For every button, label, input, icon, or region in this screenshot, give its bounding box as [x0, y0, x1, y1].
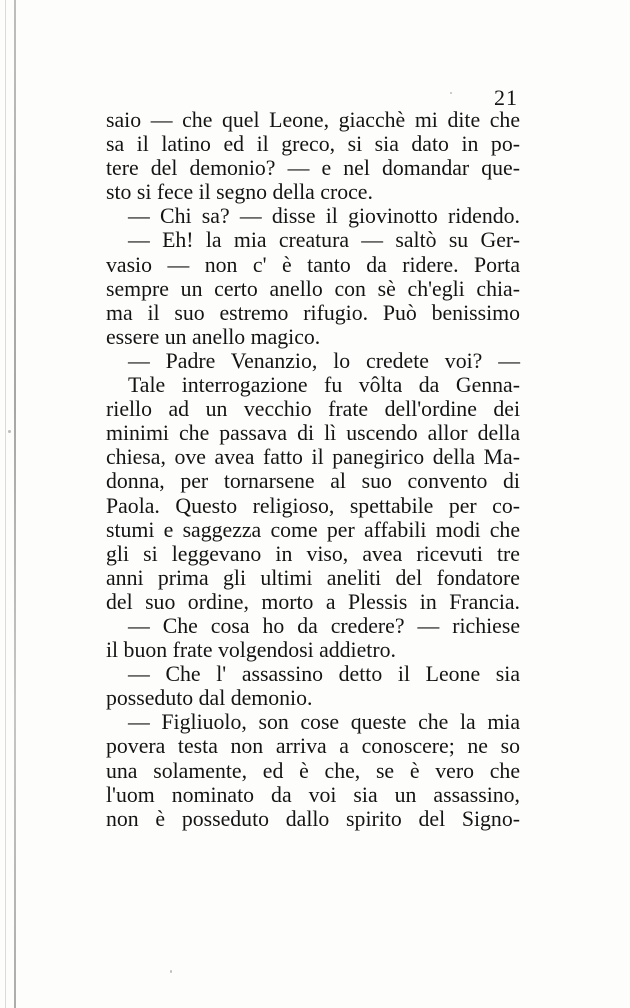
paper-speck	[170, 970, 172, 973]
text-line: l'uom nominato da voi sia un assassino,	[106, 782, 520, 807]
text-line: — Eh! la mia creatura — saltò su Ger-	[128, 228, 520, 253]
text-line: sa il latino ed il greco, si sia dato in po-	[106, 132, 520, 157]
text-line: povera testa non arriva a conoscere; ne so	[106, 734, 520, 759]
binding-edge-shadow	[14, 0, 16, 1008]
text-line: Paola. Questo religioso, spettabile per co-	[106, 493, 520, 518]
text-line: del suo ordine, morto a Plessis in Francia.	[106, 589, 520, 614]
text-line: — Che l' assassino detto il Leone sia	[128, 662, 520, 687]
text-line: posseduto dal demonio.	[106, 686, 313, 711]
text-line: sto si fece il segno della croce.	[106, 180, 373, 205]
text-line: stumi e saggezza come per affabili modi che	[106, 517, 520, 542]
text-line: sempre un certo anello con sè ch'egli chia-	[106, 276, 520, 301]
text-line: saio — che quel Leone, giacchè mi dite che	[106, 108, 520, 132]
text-line: riello ad un vecchio frate dell'ordine dei	[106, 397, 520, 422]
text-line: ma il suo estremo rifugio. Può benissimo	[106, 300, 520, 325]
page-number: 21	[494, 85, 518, 110]
body-text	[106, 108, 520, 831]
text-line: vasio — non c' è tanto da ridere. Porta	[106, 252, 520, 277]
text-line: tere del demonio? — e nel domandar que-	[106, 156, 520, 181]
text-line: essere un anello magico.	[106, 324, 321, 349]
text-line: chiesa, ove avea fatto il panegirico della Ma-	[106, 445, 520, 470]
binding-edge-line	[5, 0, 6, 1008]
text-line: Tale interrogazione fu vôlta da Genna-	[128, 373, 520, 398]
text-line: donna, per tornarsene al suo convento di	[106, 469, 520, 494]
text-line: — Figliuolo, son cose queste che la mia	[128, 710, 520, 735]
text-line: — Chi sa? — disse il giovinotto ridendo.	[128, 204, 520, 229]
text-line: non è posseduto dallo spirito del Signo-	[106, 806, 520, 831]
text-line: minimi che passava di lì uscendo allor della	[106, 421, 520, 446]
text-line: il buon frate volgendosi addietro.	[106, 638, 396, 663]
text-line: gli si leggevano in viso, avea ricevuti tre	[106, 541, 520, 566]
text-line: una solamente, ed è che, se è vero che	[106, 758, 520, 783]
text-line: anni prima gli ultimi aneliti del fondatore	[106, 565, 520, 590]
text-line: — Che cosa ho da credere? — richiese	[128, 613, 520, 638]
paper-speck	[8, 430, 11, 433]
text-line: — Padre Venanzio, lo credete voi? —	[128, 348, 520, 373]
paper-speck	[450, 92, 452, 94]
